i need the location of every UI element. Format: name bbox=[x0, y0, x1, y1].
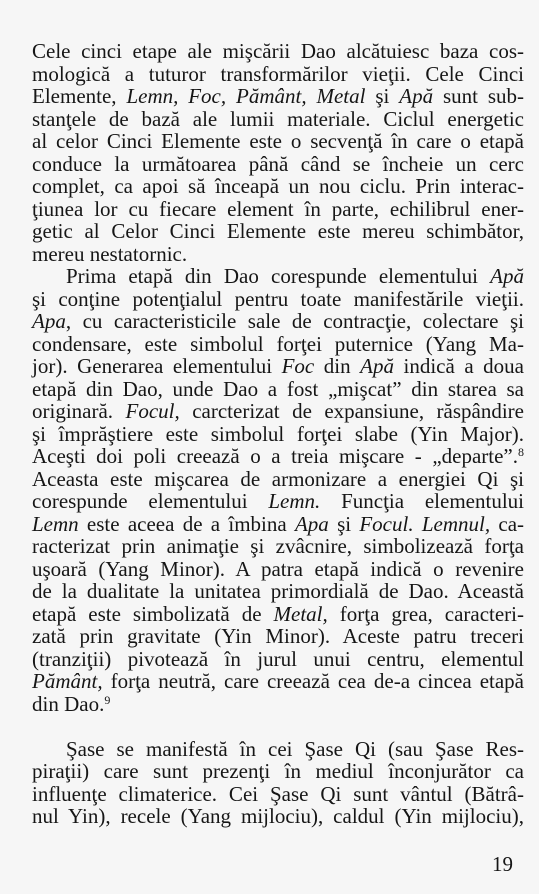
text-run: condensare, este simbolul forţei puternice (Yang Ma- bbox=[32, 331, 524, 356]
text-run: etapă din Dao, unde Dao a fost „mişcat” din starea sa bbox=[32, 376, 524, 401]
text-run: şi bbox=[365, 84, 400, 108]
text-run: Aceasta este mişcarea de armonizare a energiei Qi şi bbox=[32, 466, 524, 491]
text-line bbox=[32, 423, 524, 446]
text-run: Elemente, bbox=[32, 84, 127, 108]
text-line bbox=[32, 63, 524, 86]
italic-text: Focul, bbox=[125, 399, 180, 423]
text-run: piraţii) care sunt prezenţi în mediul înconjurător ca bbox=[32, 759, 524, 783]
italic-text: Lemn, Foc, Pământ, Metal bbox=[126, 84, 366, 108]
text-run: (tranziţii) pivotează în jurul unui centru, elementul bbox=[32, 646, 524, 671]
text-run: getic al Celor Cinci Elemente este mereu schimbător, bbox=[32, 219, 524, 243]
italic-text: Apa bbox=[32, 309, 66, 333]
italic-text: Pământ, bbox=[32, 669, 103, 693]
text-run: de la dualitate la unitatea primordială de Dao. Această bbox=[32, 579, 524, 603]
text-line bbox=[32, 288, 524, 311]
text-run: corespunde elementului bbox=[32, 489, 269, 513]
footnote-reference: 9 bbox=[104, 692, 111, 707]
text-line bbox=[32, 400, 524, 423]
text-line bbox=[32, 198, 524, 221]
text-line bbox=[32, 558, 524, 581]
italic-text: Focul. Lemnul, bbox=[359, 511, 491, 536]
text-line bbox=[32, 693, 524, 716]
text-run: mereu nestatornic. bbox=[32, 241, 188, 266]
text-run: mologică a tuturor transformărilor vieţii. Cele Cinci bbox=[32, 61, 524, 86]
text-line bbox=[32, 333, 524, 356]
italic-text: Apa bbox=[294, 511, 329, 536]
text-line bbox=[32, 310, 524, 333]
text-run: zată prin gravitate (Yin Minor). Aceste patru treceri bbox=[32, 624, 524, 648]
italic-text: Metal, bbox=[273, 601, 328, 626]
text-run: şi bbox=[328, 511, 360, 536]
italic-text: Apă bbox=[490, 264, 524, 288]
page-number: 19 bbox=[492, 852, 513, 876]
text-run: ţiunea lor cu fiecare element în parte, echilibrul ener- bbox=[32, 196, 524, 221]
text-line bbox=[32, 40, 524, 63]
paragraph-1 bbox=[32, 40, 524, 265]
text-line bbox=[32, 580, 524, 603]
text-run: racterizat prin animaţie şi zvâcnire, simbolizează forţa bbox=[32, 534, 524, 558]
text-run: forţa neutră, care creează cea de-a cincea etapă bbox=[102, 669, 524, 693]
text-run: complet, ca apoi să înceapă un nou ciclu. Prin interac- bbox=[32, 174, 524, 198]
text-run: , cu caracteristicile sale de contracţie, colectare şi bbox=[65, 309, 524, 333]
text-line bbox=[32, 535, 524, 558]
text-run: şi conţine potenţialul pentru toate manifestările vieţii. bbox=[32, 286, 524, 311]
text-line bbox=[32, 625, 524, 648]
text-line bbox=[32, 670, 524, 693]
text-line bbox=[32, 805, 524, 828]
text-run: din bbox=[314, 354, 361, 378]
text-run: Cele cinci etape ale mişcării Dao alcătuiesc baza cos- bbox=[32, 39, 524, 63]
text-run: sunt sub- bbox=[433, 84, 525, 108]
paragraph-3 bbox=[32, 738, 524, 828]
body-text bbox=[32, 40, 524, 828]
text-line bbox=[32, 490, 524, 513]
text-run: Prima etapă din Dao corespunde elementului bbox=[66, 264, 491, 288]
text-line bbox=[32, 738, 524, 761]
text-line bbox=[32, 85, 524, 108]
text-line bbox=[32, 175, 524, 198]
text-line bbox=[32, 265, 524, 288]
text-run: jor). Generarea elementului bbox=[32, 354, 282, 378]
paragraph-2 bbox=[32, 265, 524, 715]
text-run: ca- bbox=[490, 511, 525, 536]
text-run: conduce la următoarea până când se încheie un cerc bbox=[32, 151, 524, 176]
text-run: originară. bbox=[32, 399, 126, 423]
text-run: din Dao. bbox=[32, 691, 105, 716]
text-run: stanţele de bază ale lumii materiale. Ciclul energetic bbox=[32, 106, 524, 131]
text-line bbox=[32, 760, 524, 783]
italic-text: Lemn bbox=[32, 511, 79, 536]
text-run: uşoară (Yang Minor). A patra etapă indică o revenire bbox=[32, 556, 524, 581]
text-run: şi împrăştiere este simbolul forţei slabe (Yin Major). bbox=[32, 421, 524, 446]
text-line bbox=[32, 130, 524, 153]
italic-text: Apă bbox=[360, 354, 394, 378]
text-line bbox=[32, 648, 524, 671]
text-run: influenţe climaterice. Cei Şase Qi sunt vântul (Bătrâ- bbox=[32, 781, 524, 806]
text-run: indică a doua bbox=[393, 354, 524, 378]
text-run: etapă este simbolizată de bbox=[32, 601, 274, 626]
text-run: Şase se manifestă în cei Şase Qi (sau Şase Res- bbox=[66, 736, 524, 761]
text-run: carcterizat de expansiune, răspândire bbox=[179, 399, 524, 423]
text-line bbox=[32, 355, 524, 378]
footnote-reference: 8 bbox=[518, 445, 524, 459]
text-line bbox=[32, 783, 524, 806]
text-line bbox=[32, 243, 524, 266]
text-run: al celor Cinci Elemente este o secvenţă în care o etapă bbox=[32, 129, 524, 153]
text-line bbox=[32, 108, 524, 131]
italic-text: Lemn. bbox=[268, 489, 321, 513]
italic-text: Apă bbox=[399, 84, 434, 108]
text-run: Funcţia elementului bbox=[320, 489, 524, 513]
text-line bbox=[32, 378, 524, 401]
text-line bbox=[32, 445, 524, 468]
text-line bbox=[32, 220, 524, 243]
text-run: nul Yin), recele (Yang mijlociu), caldul (Yin mijlociu), bbox=[32, 804, 524, 828]
text-line bbox=[32, 153, 524, 176]
text-run: forţa grea, caracteri- bbox=[327, 601, 525, 626]
text-line bbox=[32, 513, 524, 536]
text-line bbox=[32, 603, 524, 626]
text-run: este aceea de a îmbina bbox=[78, 511, 295, 536]
text-line bbox=[32, 468, 524, 491]
text-run: Aceşti doi poli creează o a treia mişcare - „departe”. bbox=[32, 444, 518, 468]
italic-text: Foc bbox=[281, 354, 315, 378]
